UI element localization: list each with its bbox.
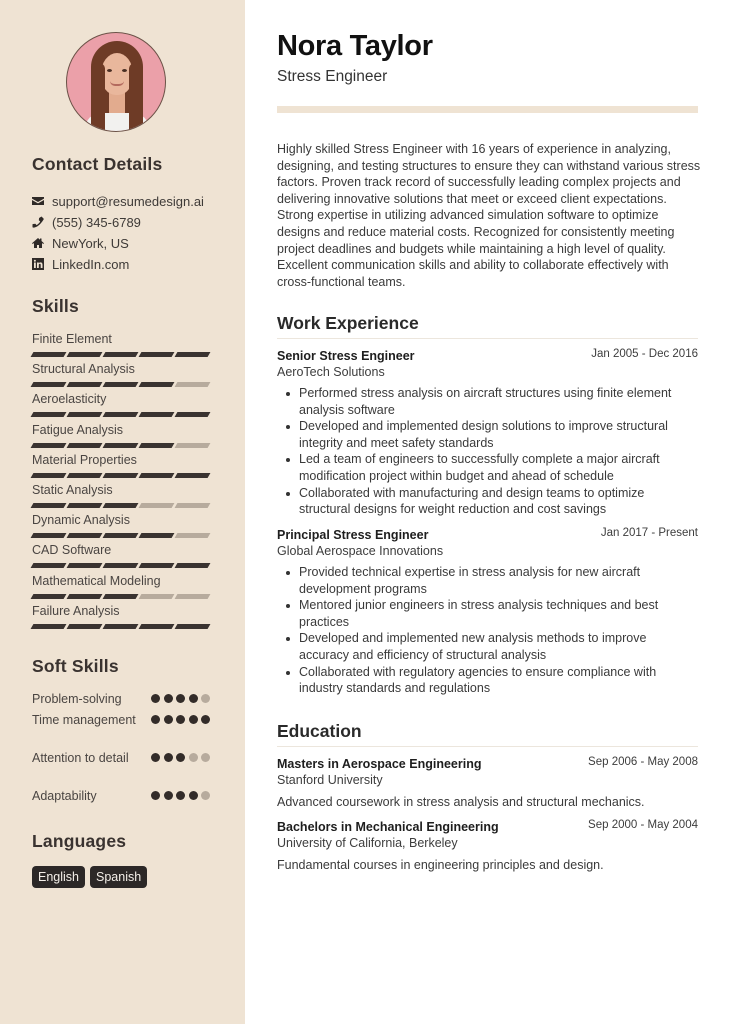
rating-segment-filled — [103, 473, 139, 478]
rating-segment-filled — [67, 563, 103, 568]
job-role: Senior Stress Engineer — [277, 349, 415, 363]
skill-rating-bar — [32, 594, 222, 599]
skill-rating-bar — [32, 503, 222, 508]
rating-segment-filled — [139, 382, 175, 387]
avatar — [66, 32, 166, 132]
rating-segment-filled — [31, 473, 67, 478]
rating-dot-filled — [201, 715, 210, 724]
skill-label: Dynamic Analysis — [32, 513, 130, 528]
avatar-eye-left — [107, 69, 112, 72]
avatar-eye-right — [122, 69, 127, 72]
soft-skill-label: Time management — [32, 713, 136, 727]
rating-dot-filled — [189, 791, 198, 800]
contact-email-text: support@resumedesign.ai — [52, 193, 204, 209]
skill-item — [32, 331, 222, 357]
soft-skill-rating — [151, 753, 210, 762]
job-company: AeroTech Solutions — [277, 365, 385, 379]
job-role: Principal Stress Engineer — [277, 528, 429, 542]
rating-segment-filled — [31, 382, 67, 387]
rating-segment-filled — [67, 533, 103, 538]
rating-segment-filled — [175, 412, 211, 417]
contact-phone-text: (555) 345-6789 — [52, 214, 141, 230]
rating-segment-filled — [175, 563, 211, 568]
contact-heading: Contact Details — [32, 154, 163, 174]
rating-segment-filled — [139, 473, 175, 478]
education-description: Fundamental courses in engineering principles and design. — [277, 858, 604, 872]
rating-segment-empty — [175, 594, 211, 599]
job-bullets — [277, 385, 698, 518]
skill-item — [32, 603, 222, 629]
skill-rating-bar — [32, 382, 222, 387]
job-bullet: Developed and implemented design solutions to improve structural integrity and meet safety standards — [277, 418, 687, 451]
rating-segment-filled — [67, 382, 103, 387]
skill-item — [32, 452, 222, 478]
avatar-hair-left — [91, 63, 105, 132]
rating-segment-filled — [139, 412, 175, 417]
soft-skills-heading: Soft Skills — [32, 656, 119, 676]
skill-rating-bar — [32, 473, 222, 478]
education-school: Stanford University — [277, 773, 383, 787]
skill-rating-bar — [32, 533, 222, 538]
rating-segment-filled — [31, 624, 67, 629]
skill-item — [32, 512, 222, 538]
rating-dot-filled — [176, 791, 185, 800]
rating-dot-filled — [189, 715, 198, 724]
rating-segment-filled — [103, 352, 139, 357]
language-badge-english: English — [32, 866, 85, 888]
soft-skill-rating — [151, 694, 210, 703]
rating-segment-filled — [31, 412, 67, 417]
job-dates: Jan 2017 - Present — [600, 527, 698, 539]
rating-segment-empty — [139, 594, 175, 599]
rating-segment-filled — [67, 503, 103, 508]
soft-skill-rating — [151, 715, 210, 724]
job-entry-2 — [277, 527, 698, 697]
phone-icon — [32, 216, 44, 228]
job-bullet: Mentored junior engineers in stress analysis techniques and best practices — [277, 597, 687, 630]
rating-segment-filled — [103, 382, 139, 387]
skill-item — [32, 573, 222, 599]
rating-dot-filled — [164, 715, 173, 724]
rating-dot-filled — [164, 694, 173, 703]
rating-segment-filled — [103, 503, 139, 508]
rating-segment-filled — [67, 624, 103, 629]
skill-label: Fatigue Analysis — [32, 422, 124, 437]
rating-segment-filled — [139, 443, 175, 448]
skill-label: Static Analysis — [32, 483, 113, 497]
rating-dot-filled — [151, 791, 160, 800]
rating-segment-filled — [139, 563, 175, 568]
soft-skill-item — [32, 712, 222, 729]
soft-skill-label: Attention to detail — [32, 751, 129, 765]
summary-text: Highly skilled Stress Engineer with 16 years of experience in analyzing, designing, and testing structures to ensure they can withstand various stress factors. Proven track record of successfully leading complex projects and delivering innovative solutions that meet or exceed client expectations. Strong expertise in utilizing advanced simulation software to optimize designs and reduce material costs. Recognized for consistently meeting project deadlines and budgets while maintaining a high level of quality. Excellent communication skills and ability to collaborate effectively with cross-functional teams. — [277, 142, 701, 289]
job-bullet: Provided technical expertise in stress analysis for new aircraft development programs — [277, 564, 687, 597]
job-bullet: Collaborated with manufacturing and design teams to optimize structural designs for weight reduction and cost savings — [277, 485, 687, 518]
candidate-name: Nora Taylor — [277, 30, 433, 62]
skill-label: CAD Software — [32, 543, 112, 558]
education-dates: Sep 2000 - May 2004 — [588, 819, 698, 831]
rating-segment-filled — [175, 473, 211, 478]
rating-segment-filled — [31, 443, 67, 448]
rating-segment-filled — [103, 443, 139, 448]
rating-dot-filled — [164, 791, 173, 800]
rating-segment-filled — [67, 352, 103, 357]
rating-dot-filled — [176, 715, 185, 724]
soft-skill-rating — [151, 791, 210, 800]
sidebar — [0, 0, 245, 1024]
education-dates: Sep 2006 - May 2008 — [588, 756, 698, 768]
languages-heading: Languages — [32, 831, 127, 851]
skill-label: Mathematical Modeling — [32, 573, 161, 588]
rating-dot-empty — [201, 753, 210, 762]
job-bullets — [277, 564, 698, 697]
rating-dot-filled — [164, 753, 173, 762]
education-degree: Masters in Aerospace Engineering — [277, 757, 482, 771]
language-badge-spanish: Spanish — [90, 866, 147, 888]
contact-phone[interactable] — [32, 213, 141, 231]
rating-segment-filled — [103, 533, 139, 538]
skill-rating-bar — [32, 412, 222, 417]
education-entry-1 — [277, 756, 698, 810]
education-entry-2 — [277, 819, 698, 873]
home-icon — [32, 237, 44, 249]
rating-dot-filled — [176, 753, 185, 762]
rating-segment-filled — [31, 594, 67, 599]
education-heading: Education — [277, 721, 362, 741]
job-bullet: Developed and implemented new analysis methods to improve accuracy and efficiency of structural analysis — [277, 630, 687, 663]
contact-linkedin[interactable] — [32, 255, 129, 273]
rating-segment-empty — [139, 503, 175, 508]
skill-item — [32, 422, 222, 448]
rating-dot-empty — [201, 791, 210, 800]
rating-segment-filled — [67, 443, 103, 448]
education-description: Advanced coursework in stress analysis and structural mechanics. — [277, 795, 645, 809]
rating-segment-empty — [175, 533, 211, 538]
job-bullet: Collaborated with regulatory agencies to ensure compliance with industry standards and regulations — [277, 664, 687, 697]
skill-rating-bar — [32, 563, 222, 568]
candidate-title: Stress Engineer — [277, 68, 388, 85]
skill-label: Material Properties — [32, 452, 137, 467]
skill-item — [32, 391, 222, 417]
contact-linkedin-text: LinkedIn.com — [52, 256, 130, 272]
rating-segment-filled — [103, 563, 139, 568]
avatar-hair-right — [129, 63, 143, 132]
work-divider — [277, 338, 698, 339]
education-degree: Bachelors in Mechanical Engineering — [277, 820, 499, 834]
skills-heading: Skills — [32, 296, 79, 316]
rating-segment-empty — [175, 382, 211, 387]
skill-label: Failure Analysis — [32, 603, 120, 618]
envelope-icon — [32, 195, 44, 207]
soft-skill-label: Problem-solving — [32, 692, 122, 706]
skill-rating-bar — [32, 352, 222, 357]
skill-item — [32, 482, 222, 508]
rating-segment-filled — [103, 412, 139, 417]
rating-dot-empty — [201, 694, 210, 703]
rating-segment-filled — [31, 352, 67, 357]
rating-dot-filled — [151, 715, 160, 724]
linkedin-icon — [32, 258, 44, 270]
skill-item — [32, 361, 222, 387]
rating-dot-filled — [151, 694, 160, 703]
job-entry-1 — [277, 348, 698, 518]
soft-skill-item — [32, 750, 222, 767]
rating-segment-filled — [103, 594, 139, 599]
contact-email[interactable] — [32, 192, 204, 210]
job-bullet: Performed stress analysis on aircraft structures using finite element analysis software — [277, 385, 687, 418]
skill-rating-bar — [32, 624, 222, 629]
soft-skill-item — [32, 788, 222, 805]
languages-list — [32, 866, 147, 888]
rating-segment-filled — [175, 352, 211, 357]
rating-dot-filled — [151, 753, 160, 762]
rating-segment-filled — [67, 412, 103, 417]
rating-dot-empty — [189, 753, 198, 762]
header-divider — [277, 106, 698, 113]
rating-dot-filled — [176, 694, 185, 703]
skill-item — [32, 542, 222, 568]
soft-skill-label: Adaptability — [32, 789, 97, 803]
job-bullet: Led a team of engineers to successfully complete a major aircraft modification project within budget and ahead of schedule — [277, 451, 687, 484]
rating-segment-filled — [139, 624, 175, 629]
skill-label: Structural Analysis — [32, 362, 135, 377]
skill-label: Aeroelasticity — [32, 392, 107, 407]
education-divider — [277, 746, 698, 747]
rating-segment-empty — [175, 503, 211, 508]
rating-dot-filled — [189, 694, 198, 703]
rating-segment-filled — [175, 624, 211, 629]
rating-segment-filled — [31, 503, 67, 508]
rating-segment-filled — [67, 473, 103, 478]
job-dates: Jan 2005 - Dec 2016 — [591, 348, 698, 360]
soft-skill-item — [32, 691, 222, 708]
rating-segment-empty — [175, 443, 211, 448]
rating-segment-filled — [139, 352, 175, 357]
rating-segment-filled — [103, 624, 139, 629]
contact-location — [32, 234, 129, 252]
rating-segment-filled — [139, 533, 175, 538]
skill-rating-bar — [32, 443, 222, 448]
rating-segment-filled — [67, 594, 103, 599]
rating-segment-filled — [31, 563, 67, 568]
job-company: Global Aerospace Innovations — [277, 544, 444, 558]
skill-label: Finite Element — [32, 332, 112, 346]
work-experience-heading: Work Experience — [277, 313, 419, 333]
rating-segment-filled — [31, 533, 67, 538]
contact-location-text: NewYork, US — [52, 235, 129, 251]
education-school: University of California, Berkeley — [277, 836, 458, 850]
